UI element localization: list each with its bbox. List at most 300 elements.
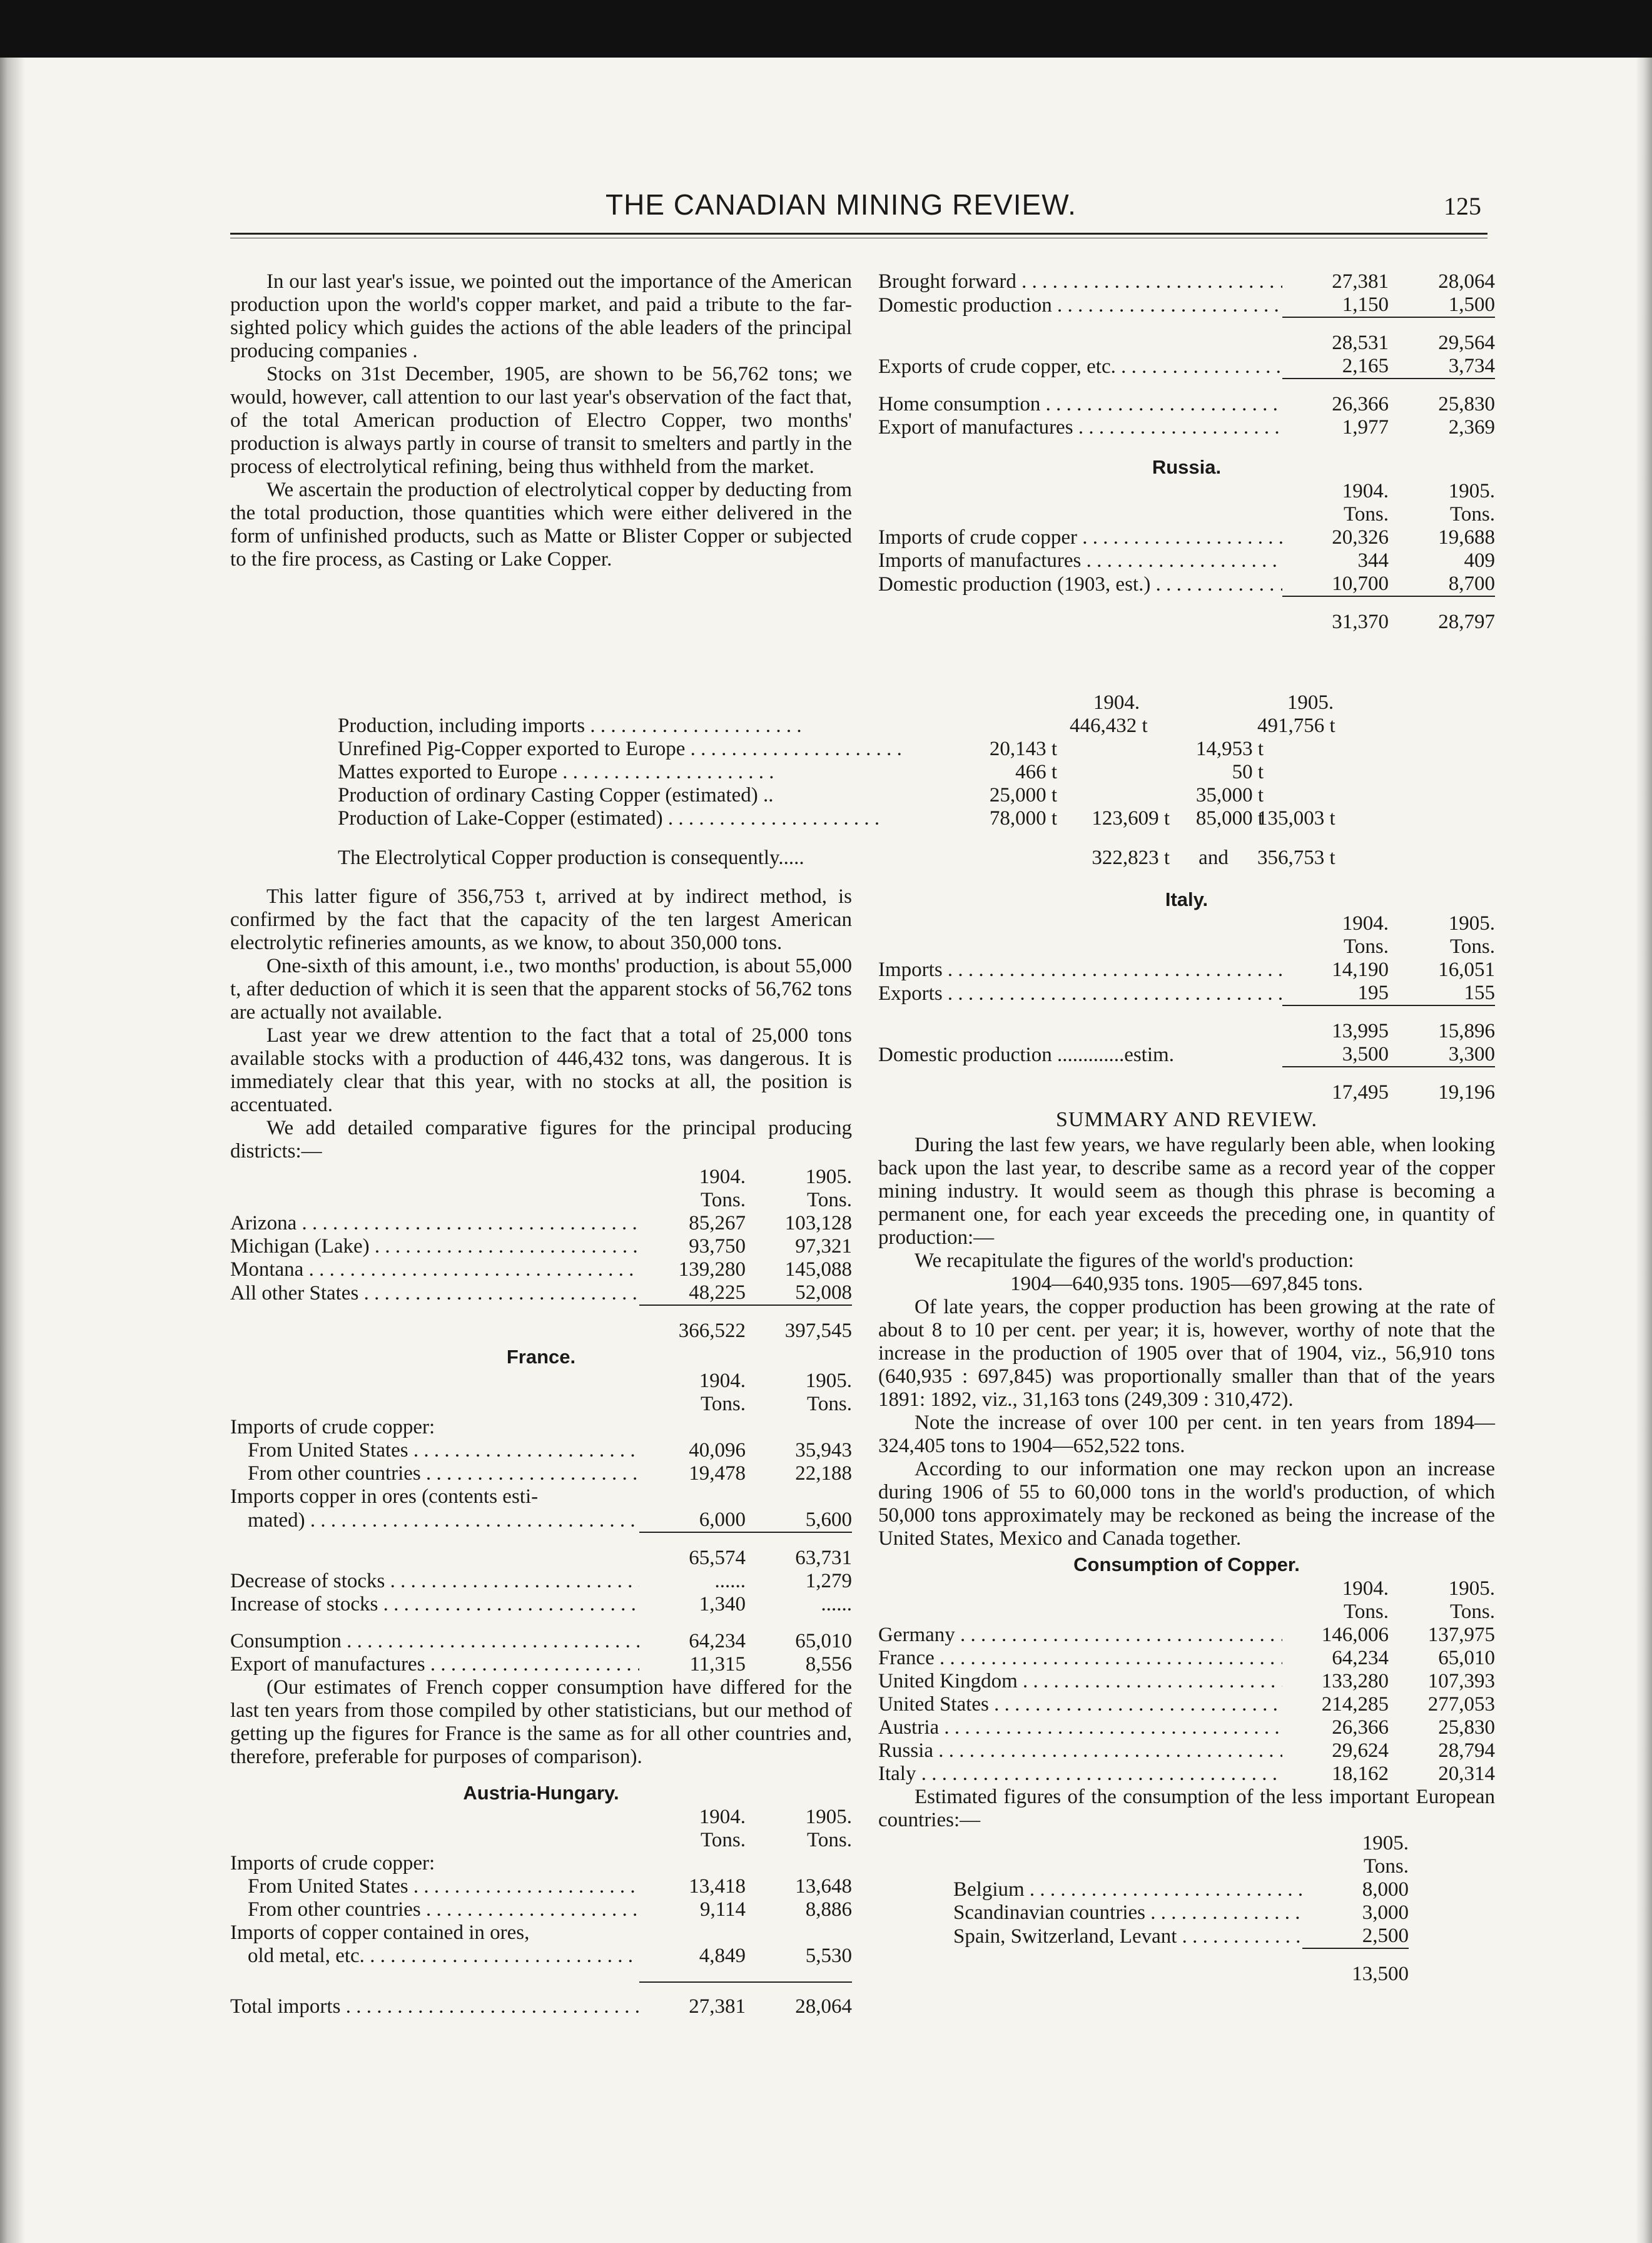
page-number: 125 [1444, 192, 1481, 220]
france-note: (Our estimates of French copper consumption have differed for the last ten years from those compiled by other statisticians, but our method of getting up the figures for France is the same as for all other countries and, therefore, preferable for purposes of comparison). [230, 1676, 852, 1768]
label-text: Domestic production (1903, est.) [878, 573, 1151, 596]
row-label [878, 317, 1282, 355]
table-row [878, 270, 1495, 293]
table-row [878, 1925, 1409, 1948]
value-1904: 31,370 [1282, 596, 1389, 634]
leader-dots [305, 1509, 639, 1532]
row-label [878, 596, 1282, 634]
leader-dots [385, 1570, 639, 1592]
column-header: Tons. [1344, 935, 1389, 958]
table-row [878, 1624, 1495, 1647]
value-1905: 5,530 [805, 1945, 852, 1967]
value-1904: 18,162 [1332, 1762, 1389, 1785]
intro-text [230, 270, 852, 571]
leader-dots [955, 1624, 1282, 1646]
value-1905: 28,794 [1438, 1739, 1495, 1762]
table-row [878, 355, 1495, 379]
paragraph: One-sixth of this amount, i.e., two months' production, is about 55,000 t, after deduction of which it is seen that the apparent stocks of 56,762 tons are actually not available. [230, 955, 852, 1024]
value-1904: 214,285 [1321, 1693, 1389, 1716]
value-1904 [639, 1416, 746, 1439]
leader-dots [342, 1630, 639, 1652]
leader-dots [296, 1212, 639, 1234]
leader-dots [943, 982, 1282, 1005]
value-1905: 3,300 [1448, 1043, 1495, 1066]
leader-dots [933, 1739, 1282, 1762]
value-1904: 2,165 [1342, 355, 1389, 377]
leader-dots [1116, 355, 1282, 378]
row-label [230, 1439, 639, 1462]
value-1905: ...... [821, 1593, 852, 1615]
blank-cell [878, 935, 1282, 959]
value-1904: 139,280 [678, 1258, 746, 1281]
label-text: Montana [230, 1258, 304, 1281]
column-header: Tons. [701, 1189, 746, 1211]
value-c: 14,953 t [1195, 738, 1264, 760]
value-1904: 17,495 [1282, 1067, 1389, 1104]
row-label: Unrefined Pig-Copper exported to Europe . . . . . . . . . . . . . . . . . . . . . [338, 738, 902, 760]
row-label [878, 982, 1282, 1005]
value-1905: 29,564 [1389, 317, 1495, 355]
paragraph: Note the increase of over 100 per cent. in ten years from 1894—324,405 tons to 1904—652,522 tons. [878, 1411, 1495, 1457]
value-1905: 409 [1464, 549, 1495, 572]
leader-dots [1018, 1670, 1282, 1692]
table-row [230, 1439, 852, 1462]
table-row [878, 1005, 1495, 1043]
value-1904: 14,190 [1332, 959, 1389, 981]
table-row [230, 1281, 852, 1305]
value-b: 446,432 t [1070, 715, 1148, 737]
value-1905: 25,830 [1389, 379, 1495, 416]
value-1904: 1,977 [1342, 416, 1389, 439]
leader-dots [1077, 526, 1282, 549]
value-1905: 19,196 [1389, 1067, 1495, 1104]
value-1904: 64,234 [1332, 1647, 1389, 1669]
column-header: Tons. [1344, 503, 1389, 526]
table-row [230, 1630, 852, 1653]
value-1904: 29,624 [1332, 1739, 1389, 1762]
journal-title: THE CANADIAN MINING REVIEW. [606, 188, 1077, 221]
value-1905: 397,545 [746, 1305, 852, 1343]
column-header: Tons. [701, 1393, 746, 1415]
row-label [230, 1630, 639, 1653]
value-1905: 15,896 [1389, 1005, 1495, 1043]
value-1905: 103,128 [784, 1212, 852, 1234]
label-text: From other countries [248, 1898, 421, 1921]
row-label [878, 1624, 1282, 1647]
column-header: 1905. [805, 1806, 852, 1828]
value-1904: 26,366 [1332, 1716, 1389, 1739]
row-label: Production, including imports . . . . . . . . . . . . . . . . . . . . . [338, 715, 802, 737]
label-text: Export of manufactures [878, 416, 1073, 439]
blank-cell [878, 503, 1282, 526]
table-row [230, 1653, 852, 1676]
label-text: From United States [248, 1875, 408, 1898]
value-1904: 6,000 [699, 1508, 746, 1531]
value-1904 [639, 1921, 746, 1945]
row-label [230, 1532, 639, 1570]
label-text: Imports [878, 959, 943, 981]
table-row [878, 1067, 1495, 1104]
table-row [230, 1616, 852, 1630]
value-1905: 13,648 [795, 1875, 852, 1898]
italy-heading: Italy. [1165, 888, 1209, 910]
column-header: Tons. [1450, 1600, 1495, 1623]
row-label [230, 1921, 639, 1945]
year-1905-header: 1905. [1287, 691, 1334, 714]
value-1905 [746, 1416, 852, 1439]
value-1905: 97,321 [795, 1235, 852, 1258]
label-text: Decrease of stocks [230, 1570, 385, 1592]
table-row [230, 1258, 852, 1281]
paragraph: According to our information one may reckon upon an increase during 1906 of 55 to 60,000 tons in the world's production, of which 50,000 tons approximately may be reckoned as being the increase of the United States, Mexico and Canada together. [878, 1458, 1495, 1550]
leader-dots [1052, 294, 1282, 317]
value-1904 [639, 1485, 746, 1508]
leader-dots [340, 1995, 639, 2018]
value-1904: 20,326 [1332, 526, 1389, 549]
value-1904: 1,150 [1342, 293, 1389, 316]
value-1904 [639, 1852, 746, 1875]
table-row [230, 1898, 852, 1921]
france-table [230, 1370, 852, 1676]
label-text: Consumption [230, 1630, 342, 1652]
consumption-heading: Consumption of Copper. [1073, 1554, 1300, 1575]
table-row [878, 526, 1495, 549]
paragraph: 1904—640,935 tons. 1905—697,845 tons. [1010, 1273, 1363, 1295]
header-row [878, 912, 1495, 935]
blank-cell [230, 1806, 639, 1829]
column-header: 1904. [1342, 1577, 1389, 1600]
value-1905: 155 [1464, 982, 1495, 1004]
summary-heading: SUMMARY AND REVIEW. [1056, 1108, 1317, 1131]
label-text: Increase of stocks [230, 1593, 378, 1615]
row-label [230, 1570, 639, 1593]
value-1904: 11,315 [689, 1653, 746, 1676]
row-label [230, 1982, 639, 2018]
value-1905: 137,975 [1427, 1624, 1495, 1646]
label-text: Michigan (Lake) [230, 1235, 370, 1258]
scan-left-edge [0, 58, 25, 2243]
row-label [230, 1485, 639, 1508]
value-1905: 35,943 [795, 1439, 852, 1462]
table-row [878, 1716, 1495, 1739]
value-d: 491,756 t [1257, 715, 1335, 737]
column-header: 1905. [805, 1370, 852, 1392]
value-1904: 366,522 [639, 1305, 746, 1343]
table-row [230, 1852, 852, 1875]
leader-dots [408, 1439, 639, 1462]
electrolytic-row [338, 784, 1401, 807]
header-row [878, 1855, 1409, 1878]
column-header: 1905. [1362, 1832, 1409, 1854]
blank-cell [878, 1948, 1302, 1986]
table-row [878, 416, 1495, 439]
header-row [230, 1829, 852, 1852]
leader-dots [1040, 393, 1282, 415]
row-label [878, 549, 1282, 572]
value-a: 20,143 t [989, 738, 1057, 760]
row-label [878, 572, 1282, 596]
value-1905: 8,556 [805, 1653, 852, 1676]
right-bottom-column [878, 885, 1495, 1986]
leader-dots [365, 1945, 639, 1967]
label-text: Home consumption [878, 393, 1041, 415]
value-1905: 28,064 [746, 1982, 852, 2018]
austria-table [230, 1806, 852, 2018]
leader-dots [989, 1693, 1282, 1716]
label-text: Spain, Switzerland, Levant [953, 1925, 1177, 1948]
table-row [230, 1235, 852, 1258]
leader-dots [939, 1716, 1282, 1739]
value-1904: 10,700 [1332, 572, 1389, 595]
russia-table [878, 480, 1495, 634]
label-text: From other countries [248, 1462, 421, 1485]
summary-text [878, 1134, 1495, 1550]
label-text: Austria [878, 1716, 940, 1739]
value-1904: 28,531 [1282, 317, 1389, 355]
header-row [878, 503, 1495, 526]
header-row [230, 1166, 852, 1189]
label-text: Imports of crude copper: [230, 1852, 435, 1874]
value-1905: 20,314 [1438, 1762, 1495, 1785]
value-d: 135,003 t [1257, 807, 1335, 830]
table-row [230, 1982, 852, 2018]
column-header: 1904. [699, 1166, 746, 1188]
leader-dots [1081, 549, 1282, 572]
label-text: Russia [878, 1739, 934, 1762]
value-1904: 93,750 [689, 1235, 746, 1258]
leader-dots [408, 1875, 639, 1898]
column-header: Tons. [807, 1829, 852, 1851]
electrolytic-row [338, 761, 1401, 784]
column-header: 1904. [699, 1370, 746, 1392]
electrolytic-row [338, 807, 1401, 830]
value-1904: 13,995 [1282, 1005, 1389, 1043]
consumption-table [878, 1577, 1495, 1786]
value-1905 [746, 1921, 852, 1945]
leader-dots [943, 959, 1282, 981]
leader-dots [378, 1593, 639, 1615]
left-bottom-column [230, 885, 852, 2018]
header-row [878, 1600, 1495, 1624]
body-text [230, 885, 852, 1163]
row-label [230, 1212, 639, 1235]
table-row [230, 1968, 852, 1982]
row-label [230, 1305, 639, 1343]
label-text: Belgium [953, 1878, 1025, 1901]
value-c: 35,000 t [1195, 784, 1264, 806]
table-row [878, 1739, 1495, 1762]
value-1905: 8,886 [805, 1898, 852, 1921]
row-label: Production of ordinary Casting Copper (estimated) .. [338, 784, 774, 806]
table-row [878, 1762, 1495, 1786]
table-row [878, 982, 1495, 1005]
row-label [878, 526, 1282, 549]
row-label [878, 1878, 1302, 1901]
table-row [878, 379, 1495, 416]
value-1904: 344 [1357, 549, 1389, 572]
blank-cell [230, 1166, 639, 1189]
table-row [230, 1532, 852, 1570]
row-label [230, 1875, 639, 1898]
leader-dots [370, 1235, 639, 1258]
header-row [878, 480, 1495, 503]
value-1905: 2,500 [1362, 1925, 1409, 1947]
row-label [230, 1462, 639, 1485]
france-heading: France. [506, 1346, 576, 1368]
table-row [878, 293, 1495, 317]
label-text: Domestic production .............estim. [878, 1044, 1174, 1066]
blank-cell [878, 912, 1282, 935]
label-text: Imports copper in ores (contents esti- [230, 1485, 539, 1508]
row-label [230, 1616, 639, 1630]
column-header: Tons. [807, 1393, 852, 1415]
paragraph: We ascertain the production of electrolytical copper by deducting from the total production, those quantities which were either delivered in the form of unfinished products, such as Matte or Blister Copper or subjected to the fire process, as Casting or Lake Copper. [230, 479, 852, 571]
header-row [230, 1393, 852, 1416]
scan-top-border [0, 0, 1652, 58]
header-row [878, 1577, 1495, 1600]
value-1905: 8,700 [1448, 572, 1495, 595]
table-row [230, 1212, 852, 1235]
header-row [878, 1832, 1409, 1855]
row-label [878, 1739, 1282, 1762]
value-1905: 63,731 [746, 1532, 852, 1570]
row-label [230, 1653, 639, 1676]
row-label [878, 1693, 1282, 1716]
table-row [878, 317, 1495, 355]
label-text: Exports [878, 982, 943, 1005]
paragraph: We recapitulate the figures of the world's production: [915, 1249, 1354, 1272]
minor-total: 13,500 [1302, 1948, 1409, 1986]
table-row [878, 1670, 1495, 1693]
row-label [878, 1670, 1282, 1693]
value-1905: 3,734 [1448, 355, 1495, 377]
leader-dots [1177, 1925, 1302, 1948]
value-1905 [746, 1485, 852, 1508]
paragraph: This latter figure of 356,753 t, arrived at by indirect method, is confirmed by the fact that the capacity of the ten largest American electrolytic refineries amounts, as we know, to about 350,000 tons. [230, 885, 852, 954]
blank-cell [230, 1393, 639, 1416]
table-row [230, 1921, 852, 1945]
electrolytic-row [338, 738, 1401, 761]
value-1905: 65,010 [1438, 1647, 1495, 1669]
header-row [878, 935, 1495, 959]
row-label [230, 1593, 639, 1616]
value-1905: 107,393 [1427, 1670, 1495, 1692]
value-1905: 3,000 [1362, 1901, 1409, 1924]
column-header: Tons. [701, 1829, 746, 1851]
minor-countries-table [878, 1832, 1409, 1986]
value-a: 78,000 t [989, 807, 1057, 830]
value-a: 466 t [1015, 761, 1057, 783]
column-header: Tons. [1450, 935, 1495, 958]
value-1904: 1,340 [699, 1593, 746, 1615]
row-label [878, 959, 1282, 982]
label-text: Exports of crude copper, etc. [878, 355, 1116, 378]
value-1904: 40,096 [689, 1439, 746, 1462]
row-label [878, 379, 1282, 416]
row-label [230, 1852, 639, 1875]
consumption-note: Estimated figures of the consumption of the less important European countries:— [878, 1786, 1495, 1831]
value-1905: 2,369 [1448, 416, 1495, 439]
label-text: mated) [248, 1509, 305, 1532]
row-label [878, 416, 1282, 439]
paragraph: Last year we drew attention to the fact that a total of 25,000 tons available stocks with a production of 446,432 tons, was dangerous. It is immediately clear that this year, with no stocks at all, the position is accentuated. [230, 1024, 852, 1116]
value-1905: 16,051 [1438, 959, 1495, 981]
value-1904: 26,366 [1282, 379, 1389, 416]
column-header: 1905. [805, 1166, 852, 1188]
row-label [878, 1005, 1282, 1043]
table-row [230, 1875, 852, 1898]
label-text: From United States [248, 1439, 408, 1462]
value-1904: 4,849 [699, 1945, 746, 1967]
value-1904 [639, 1968, 746, 1982]
value-1905: 5,600 [805, 1508, 852, 1531]
value-b: 123,609 t [1092, 807, 1170, 830]
table-row [878, 1647, 1495, 1670]
table-row [878, 1878, 1409, 1901]
blank-cell [230, 1829, 639, 1852]
value-1904: 48,225 [689, 1281, 746, 1304]
value-1904 [639, 1616, 746, 1630]
leader-dots [935, 1647, 1282, 1669]
label-text: Domestic production [878, 294, 1052, 317]
value-1904: 65,574 [639, 1532, 746, 1570]
value-1905: 65,010 [795, 1630, 852, 1652]
header-row [230, 1806, 852, 1829]
value-1904: ...... [714, 1570, 746, 1592]
leader-dots [1073, 416, 1282, 439]
value-c: 85,000 t [1195, 807, 1264, 830]
table-row [878, 549, 1495, 572]
label-text: Italy [878, 1762, 916, 1785]
value-1905: 22,188 [795, 1462, 852, 1485]
table-row [878, 959, 1495, 982]
leader-dots [425, 1653, 639, 1676]
label-text: Total imports [230, 1995, 341, 2018]
electrolytic-row [338, 715, 1401, 738]
paragraph: Of late years, the copper production has been growing at the rate of about 8 to 10 per cent. per year; it is, however, worthy of note that the increase in the production of 1905 over that of 1904, viz., 56,910 tons (640,935 : 697,845) was proportionally smaller than that of the years 1891: 1892, viz., 31,163 tons (249,309 : 310,472). [878, 1296, 1495, 1411]
value-1904: 64,234 [689, 1630, 746, 1652]
value-1905: 19,688 [1438, 526, 1495, 549]
row-label [230, 1945, 639, 1968]
row-label [878, 270, 1282, 293]
value-1904: 27,381 [639, 1982, 746, 2018]
blank-cell [230, 1370, 639, 1393]
row-label [230, 1968, 639, 1982]
row-label [878, 355, 1282, 379]
value-1905: 52,008 [795, 1281, 852, 1304]
austria-heading: Austria-Hungary. [463, 1782, 619, 1804]
value-1905: 145,088 [784, 1258, 852, 1281]
value-1905: 25,830 [1438, 1716, 1495, 1739]
value-c: 50 t [1232, 761, 1264, 783]
value-1904: 27,381 [1332, 270, 1389, 293]
blank-cell [230, 1189, 639, 1212]
column-header: 1905. [1448, 480, 1495, 502]
table-row [230, 1462, 852, 1485]
label-text: United Kingdom [878, 1670, 1018, 1692]
italy-table [878, 912, 1495, 1104]
row-label [878, 1067, 1282, 1104]
value-1905: 1,500 [1448, 293, 1495, 316]
column-header: 1904. [1342, 480, 1389, 502]
table-row [878, 1901, 1409, 1925]
header-row [230, 1189, 852, 1212]
paragraph: Stocks on 31st December, 1905, are shown to be 56,762 tons; we would, however, call attention to our last year's observation of the fact that, of the total American production of Electro Copper, two months' production is always partly in course of transit to smelters and partly in the process of electrolytical refining, being thus withheld from the market. [230, 363, 852, 478]
table-row [230, 1305, 852, 1343]
label-text: All other States [230, 1282, 359, 1305]
row-label [230, 1508, 639, 1532]
label-text: Scandinavian countries [953, 1901, 1145, 1924]
